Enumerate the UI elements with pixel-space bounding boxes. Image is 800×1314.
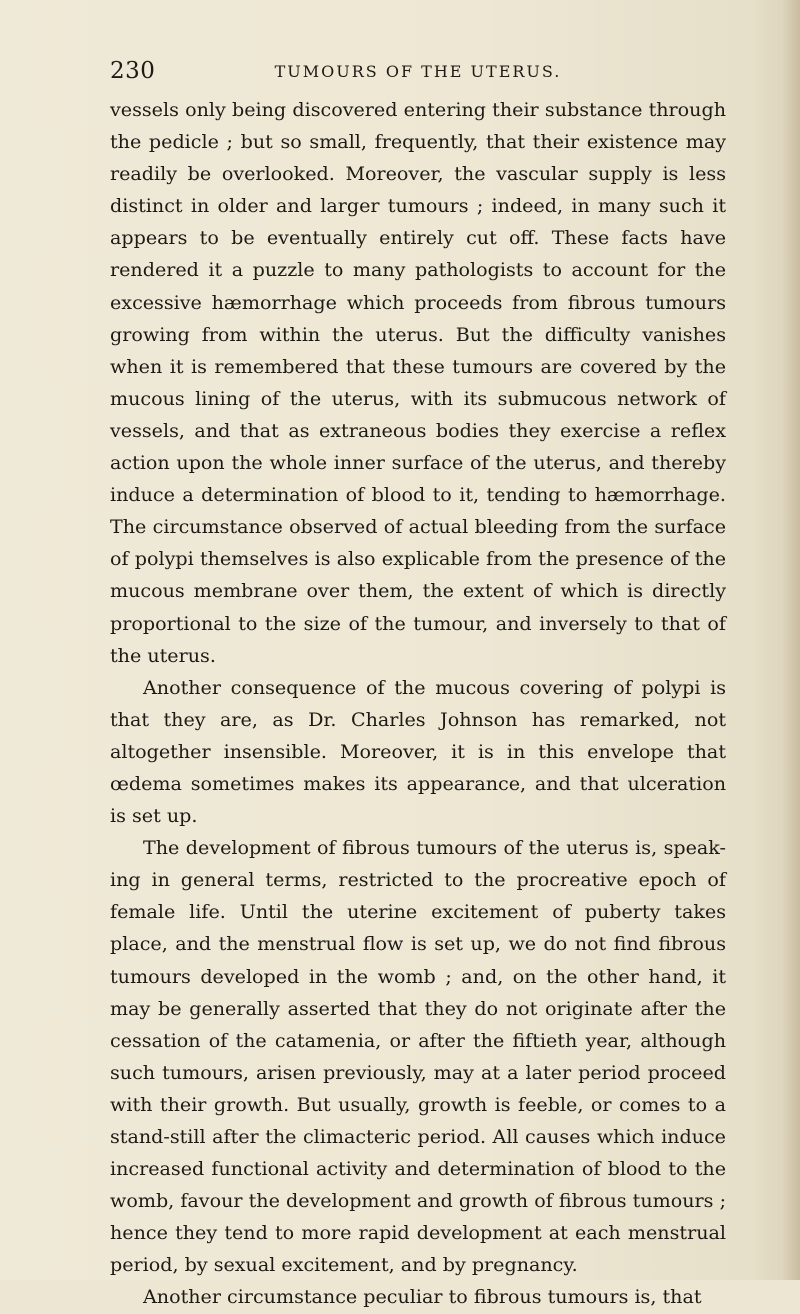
page-edge-shadow — [782, 0, 800, 1280]
paragraph: Another consequence of the mucous covering of polypi is that they are, as Dr. Charles Johnson has remarked, not altogether insensible. Moreover, it is in this envelope that œdema sometimes makes its appearance, and that ulceration is set up. — [110, 675, 726, 828]
paragraph: The development of fibrous tumours of the uterus is, speak- ing in general terms, restricted to the procreative epoch of female life. Until the uterine excitement of puberty takes place, and the menstrual flow is set up, we do not find fibrous tumours developed in the womb ; and, on the other hand, it may be generally asserted that they do not originate after the cessation of the catamenia, or after the fiftieth year, although such tumours, arisen previously, may at a later period proceed with their growth. But usually, growth is feeble, or comes to a stand-still after the climacteric period. All causes which induce increased functional activity and determination of blood to the womb, favour the development and growth of fibrous tumours ; hence they tend to more rapid development at each menstrual period, by sexual excitement, and by pregnancy. — [110, 836, 726, 1277]
running-title: TUMOURS OF THE UTERUS. — [274, 62, 562, 81]
page-number: 230 — [110, 58, 156, 84]
paragraph: vessels only being discovered entering their substance through the pedicle ; but so small, frequently, that their existence may readily be overlooked. Moreover, the vascular supply is less distinct in older and larger tumours ; indeed, in many such it appears to be eventually entirely cut off. These facts have rendered it a puzzle to many pathologists to account for the excessive hæmorrhage which proceeds from fibrous tumours growing from within the uterus. But the difficulty vanishes when it is remembered that these tumours are covered by the mucous lining of the uterus, with its submucous network of vessels, and that as extraneous bodies they exercise a reflex action upon the whole inner surface of the uterus, and thereby induce a determination of blood to it, tending to hæmorrhage. The circumstance observed of actual bleeding from the surface of polypi themselves is also explicable from the presence of the mucous membrane over them, the extent of which is directly proportional to the size of the tumour, and inversely to that of the uterus. — [110, 98, 726, 667]
paragraph: Another circumstance peculiar to fibrous tumours is, that — [143, 1285, 702, 1309]
body-text — [110, 94, 726, 1314]
page-header — [110, 58, 726, 86]
